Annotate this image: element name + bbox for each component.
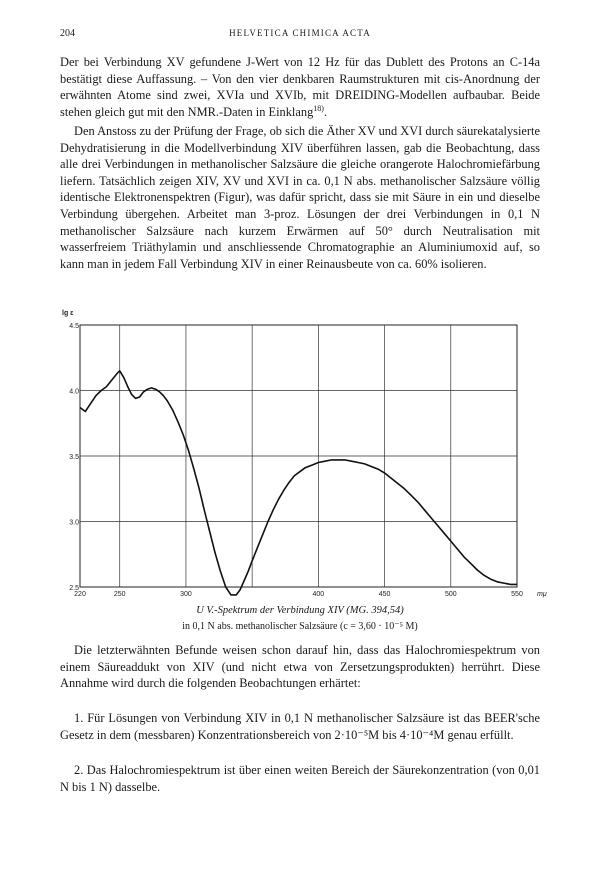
paragraph-4-text: 1. Für Lösungen von Verbindung XIV in 0,1 N methanolischer Salzsäure ist das BEER'sche Gesetz in dem (messbaren) Konzentrationsbereich von 2·10⁻⁵M bis 4·10⁻⁴M genau erfüllt. xyxy=(60,711,540,742)
paragraph-5 xyxy=(60,762,540,795)
x-tick-label: 450 xyxy=(378,591,391,598)
paragraph-1-end: . xyxy=(323,104,328,119)
y-tick-label: 3.0 xyxy=(69,519,79,527)
y-axis-label: lg ε xyxy=(62,310,74,317)
x-tick-label: 220 xyxy=(74,591,86,598)
figure-caption-line-2: in 0,1 N abs. methanolischer Salzsäure (c = 3,60 · 10⁻⁵ M) xyxy=(182,621,418,632)
paragraph-2-text: Den Anstoss zu der Prüfung der Frage, ob sich die Äther XV und XVI durch säurekatalysierte Dehydratisierung in die Modellverbindung XIV überführen lassen, gab die Beobachtung, dass alle drei Verbindungen in methanolischer Salzsäure die gleiche orangerote Halochromiefärbung liefern. Tatsächlich zeigen XIV, XV und XVI in ca. 0,1 N abs. methanolischer Salzsäure völlig identische Elektronenspektren (Figur), was dafür spricht, dass sie mit Säure in ein und dieselbe Verbindung übergehen. Arbeitet man 3-proz. Lösungen der drei Verbindungen in 0,1 N methanolischer Salzsäure nach kurzem Erwärmen auf 50° durch Neutralisation mit wasserfreiem Triäthylamin und anschliessende Chromatographie an Aluminiumoxid auf, so kann man in jedem Fall Verbindung XIV in einer Reinausbeute von ca. 60% isolieren. xyxy=(60,124,540,271)
running-header xyxy=(60,28,540,42)
paragraph-4 xyxy=(60,710,540,743)
page-number: 204 xyxy=(60,28,75,39)
y-tick-label: 2.5 xyxy=(69,585,79,592)
uv-spectrum-chart xyxy=(60,305,560,605)
y-tick-label: 4.0 xyxy=(69,388,79,396)
x-tick-label: 500 xyxy=(444,591,457,598)
x-tick-label: 400 xyxy=(312,591,325,598)
journal-title: HELVETICA CHIMICA ACTA xyxy=(229,28,371,38)
paragraph-1-text: Der bei Verbindung XV gefundene J-Wert von 12 Hz für das Dublett des Protons an C-14a bestätigt diese Auffassung. – Von den vier denkbaren Raumstrukturen mit cis-Anordnung der erwähnten Atome sind zwei, XVIa und XVIb, mit DREIDING-Modellen aufbaubar. Beide stehen gleich gut mit den NMR.-Daten in Einklang xyxy=(60,55,540,119)
x-tick-label: 550 xyxy=(511,591,523,598)
paragraph-3 xyxy=(60,642,540,692)
paragraph-1 xyxy=(60,54,540,120)
chart-svg xyxy=(60,305,560,605)
paragraph-5-text: 2. Das Halochromiespektrum ist über einen weiten Bereich der Säurekonzentration (von 0,01 N bis 1 N) dasselbe. xyxy=(60,763,540,794)
footnote-ref: 18) xyxy=(313,103,324,113)
x-tick-label: 250 xyxy=(113,591,126,598)
spectrum-curve xyxy=(80,371,517,595)
figure-caption-line-1: U V.-Spektrum der Verbindung XIV (MG. 394,54) xyxy=(196,605,404,616)
x-tick-label: 300 xyxy=(180,591,192,598)
y-tick-label: 4.5 xyxy=(69,323,79,330)
paragraph-2 xyxy=(60,123,540,272)
y-tick-label: 3.5 xyxy=(69,454,79,461)
x-axis-unit: mμ xyxy=(537,591,547,598)
paragraph-3-text: Die letzterwähnten Befunde weisen schon darauf hin, dass das Halochromiespektrum von einem Säureaddukt von XIV (und nicht etwa von Zersetzungsprodukten) herrührt. Diese Annahme wird durch die folgenden Beobachtungen erhärtet: xyxy=(60,643,540,691)
